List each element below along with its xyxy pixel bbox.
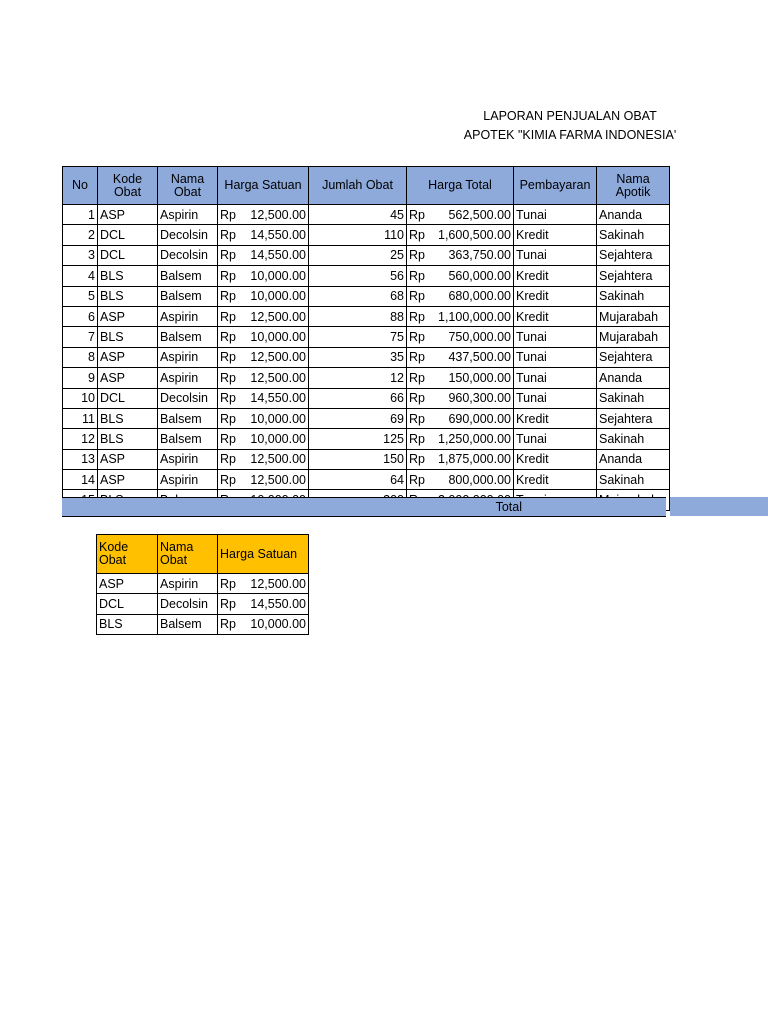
currency-label: Rp — [220, 330, 236, 345]
cell-nama-apotik[interactable]: Sakinah — [597, 429, 670, 449]
table-row — [63, 470, 670, 490]
cell-harga-total[interactable] — [407, 205, 514, 225]
cell-harga-total[interactable] — [407, 449, 514, 469]
cell-nama-obat[interactable]: Decolsin — [158, 388, 218, 408]
amount-value: 800,000.00 — [448, 472, 511, 487]
ref-cell-nama-obat[interactable]: Aspirin — [158, 574, 218, 594]
table-row — [97, 614, 309, 634]
table-row — [63, 205, 670, 225]
table-row — [63, 408, 670, 428]
amount-value: 750,000.00 — [448, 330, 511, 345]
amount-value: 560,000.00 — [448, 268, 511, 283]
currency-label: Rp — [409, 248, 425, 263]
cell-jumlah-obat[interactable]: 88 — [309, 306, 407, 326]
cell-nama-apotik[interactable]: Mujarabah — [597, 327, 670, 347]
cell-nama-obat[interactable]: Balsem — [158, 286, 218, 306]
cell-jumlah-obat[interactable]: 69 — [309, 408, 407, 428]
currency-label: Rp — [409, 431, 425, 446]
cell-harga-total[interactable] — [407, 408, 514, 428]
cell-harga-satuan[interactable] — [218, 266, 309, 286]
currency-label: Rp — [409, 207, 425, 222]
cell-kode-obat[interactable]: ASP — [98, 368, 158, 388]
cell-nama-obat[interactable]: Aspirin — [158, 368, 218, 388]
cell-nama-apotik[interactable]: Sakinah — [597, 225, 670, 245]
cell-pembayaran[interactable]: Kredit — [514, 470, 597, 490]
cell-nama-apotik[interactable]: Ananda — [597, 449, 670, 469]
amount-value: 10,000.00 — [250, 330, 306, 345]
cell-jumlah-obat[interactable]: 35 — [309, 347, 407, 367]
table-row — [63, 306, 670, 326]
cell-harga-satuan[interactable] — [218, 225, 309, 245]
amount-value: 12,500.00 — [250, 207, 306, 222]
cell-kode-obat[interactable]: ASP — [98, 347, 158, 367]
ref-cell-nama-obat[interactable]: Decolsin — [158, 594, 218, 614]
cell-kode-obat[interactable]: BLS — [98, 408, 158, 428]
cell-nama-obat[interactable]: Aspirin — [158, 205, 218, 225]
cell-nama-apotik[interactable]: Sejahtera — [597, 266, 670, 286]
table-row — [97, 594, 309, 614]
cell-jumlah-obat[interactable]: 75 — [309, 327, 407, 347]
cell-harga-satuan[interactable] — [218, 368, 309, 388]
amount-value: 1,100,000.00 — [438, 309, 511, 324]
report-title: LAPORAN PENJUALAN OBAT — [483, 109, 657, 123]
header-no[interactable]: No — [63, 167, 98, 205]
cell-nama-obat[interactable]: Decolsin — [158, 225, 218, 245]
cell-harga-satuan[interactable] — [218, 470, 309, 490]
cell-harga-satuan[interactable] — [218, 388, 309, 408]
cell-harga-total[interactable] — [407, 388, 514, 408]
cell-no[interactable]: 8 — [63, 347, 98, 367]
currency-label: Rp — [409, 472, 425, 487]
cell-no[interactable]: 14 — [63, 470, 98, 490]
header-kode-obat[interactable]: Kode Obat — [98, 167, 158, 205]
currency-label: Rp — [409, 411, 425, 426]
currency-label: Rp — [409, 330, 425, 345]
ref-cell-harga-satuan[interactable] — [218, 614, 309, 634]
currency-label: Rp — [409, 350, 425, 365]
cell-harga-satuan[interactable] — [218, 245, 309, 265]
cell-no[interactable]: 4 — [63, 266, 98, 286]
table-row — [97, 574, 309, 594]
cell-jumlah-obat[interactable]: 25 — [309, 245, 407, 265]
currency-label: Rp — [220, 391, 236, 406]
currency-label: Rp — [409, 228, 425, 243]
cell-harga-total[interactable] — [407, 368, 514, 388]
currency-label: Rp — [220, 289, 236, 304]
currency-label: Rp — [409, 268, 425, 283]
reference-table — [96, 534, 309, 635]
total-row-fill — [670, 497, 768, 516]
cell-pembayaran[interactable]: Kredit — [514, 408, 597, 428]
header-harga-satuan[interactable]: Harga Satuan — [218, 167, 309, 205]
ref-cell-harga-satuan[interactable] — [218, 574, 309, 594]
cell-harga-total[interactable] — [407, 327, 514, 347]
amount-value: 14,550.00 — [250, 248, 306, 263]
cell-no[interactable]: 12 — [63, 429, 98, 449]
cell-kode-obat[interactable]: DCL — [98, 388, 158, 408]
amount-value: 10,000.00 — [250, 289, 306, 304]
cell-jumlah-obat[interactable]: 12 — [309, 368, 407, 388]
currency-label: Rp — [220, 207, 236, 222]
table-row — [63, 327, 670, 347]
total-row — [62, 497, 666, 517]
cell-jumlah-obat[interactable]: 68 — [309, 286, 407, 306]
cell-pembayaran[interactable]: Kredit — [514, 225, 597, 245]
cell-jumlah-obat[interactable]: 66 — [309, 388, 407, 408]
cell-jumlah-obat[interactable]: 110 — [309, 225, 407, 245]
header-pembayaran[interactable]: Pembayaran — [514, 167, 597, 205]
amount-value: 363,750.00 — [448, 248, 511, 263]
cell-harga-total[interactable] — [407, 429, 514, 449]
cell-kode-obat[interactable]: DCL — [98, 225, 158, 245]
cell-no[interactable]: 1 — [63, 205, 98, 225]
currency-label: Rp — [409, 391, 425, 406]
cell-pembayaran[interactable]: Tunai — [514, 245, 597, 265]
cell-nama-apotik[interactable]: Sakinah — [597, 286, 670, 306]
cell-nama-apotik[interactable]: Mujarabah — [597, 306, 670, 326]
cell-kode-obat[interactable]: ASP — [98, 449, 158, 469]
sales-table — [62, 166, 670, 511]
cell-pembayaran[interactable]: Kredit — [514, 266, 597, 286]
cell-nama-obat[interactable]: Balsem — [158, 429, 218, 449]
amount-value: 690,000.00 — [448, 411, 511, 426]
amount-value: 14,550.00 — [250, 228, 306, 243]
currency-label: Rp — [409, 289, 425, 304]
cell-nama-apotik[interactable]: Ananda — [597, 205, 670, 225]
currency-label: Rp — [220, 248, 236, 263]
amount-value: 12,500.00 — [250, 472, 306, 487]
amount-value: 12,500.00 — [250, 350, 306, 365]
cell-harga-satuan[interactable] — [218, 408, 309, 428]
currency-label: Rp — [220, 350, 236, 365]
cell-nama-apotik[interactable]: Sakinah — [597, 388, 670, 408]
cell-harga-total[interactable] — [407, 306, 514, 326]
cell-jumlah-obat[interactable]: 125 — [309, 429, 407, 449]
total-label-cell[interactable] — [62, 498, 666, 517]
cell-pembayaran[interactable]: Tunai — [514, 429, 597, 449]
ref-header-kode-obat[interactable]: Kode Obat — [97, 535, 158, 574]
table-row — [63, 245, 670, 265]
currency-label: Rp — [220, 576, 236, 591]
cell-nama-obat[interactable]: Balsem — [158, 266, 218, 286]
cell-nama-apotik[interactable]: Sejahtera — [597, 245, 670, 265]
cell-harga-satuan[interactable] — [218, 327, 309, 347]
cell-pembayaran[interactable]: Tunai — [514, 205, 597, 225]
header-jumlah-obat[interactable]: Jumlah Obat — [309, 167, 407, 205]
cell-pembayaran[interactable]: Tunai — [514, 327, 597, 347]
currency-label: Rp — [220, 411, 236, 426]
amount-value: 562,500.00 — [448, 207, 511, 222]
cell-pembayaran[interactable]: Tunai — [514, 388, 597, 408]
currency-label: Rp — [409, 452, 425, 467]
cell-no[interactable]: 9 — [63, 368, 98, 388]
cell-harga-total[interactable] — [407, 470, 514, 490]
table-row — [63, 449, 670, 469]
cell-nama-obat[interactable]: Aspirin — [158, 306, 218, 326]
cell-no[interactable]: 3 — [63, 245, 98, 265]
cell-harga-satuan[interactable] — [218, 429, 309, 449]
header-nama-obat[interactable]: Nama Obat — [158, 167, 218, 205]
currency-label: Rp — [220, 617, 236, 632]
reference-table-header — [97, 535, 309, 574]
cell-no[interactable]: 6 — [63, 306, 98, 326]
sales-table-header — [63, 167, 670, 205]
amount-value: 1,875,000.00 — [438, 452, 511, 467]
cell-harga-satuan[interactable] — [218, 286, 309, 306]
currency-label: Rp — [220, 309, 236, 324]
cell-pembayaran[interactable]: Tunai — [514, 347, 597, 367]
cell-nama-apotik[interactable]: Sejahtera — [597, 408, 670, 428]
amount-value: 1,600,500.00 — [438, 228, 511, 243]
cell-no[interactable]: 2 — [63, 225, 98, 245]
amount-value: 10,000.00 — [250, 268, 306, 283]
cell-nama-obat[interactable]: Aspirin — [158, 347, 218, 367]
cell-no[interactable]: 5 — [63, 286, 98, 306]
cell-harga-satuan[interactable] — [218, 347, 309, 367]
amount-value: 12,500.00 — [250, 309, 306, 324]
cell-kode-obat[interactable]: BLS — [98, 327, 158, 347]
table-row — [63, 368, 670, 388]
cell-harga-total[interactable] — [407, 225, 514, 245]
cell-nama-obat[interactable]: Decolsin — [158, 245, 218, 265]
amount-value: 150,000.00 — [448, 370, 511, 385]
currency-label: Rp — [220, 472, 236, 487]
cell-jumlah-obat[interactable]: 64 — [309, 470, 407, 490]
total-label: Total — [495, 500, 522, 514]
cell-no[interactable]: 10 — [63, 388, 98, 408]
amount-value: 10,000.00 — [250, 617, 306, 632]
cell-jumlah-obat[interactable]: 150 — [309, 449, 407, 469]
cell-pembayaran[interactable]: Kredit — [514, 286, 597, 306]
cell-nama-apotik[interactable]: Sakinah — [597, 470, 670, 490]
cell-harga-total[interactable] — [407, 286, 514, 306]
amount-value: 14,550.00 — [250, 597, 306, 612]
amount-value: 680,000.00 — [448, 289, 511, 304]
cell-no[interactable]: 7 — [63, 327, 98, 347]
cell-nama-apotik[interactable]: Ananda — [597, 368, 670, 388]
table-row — [63, 347, 670, 367]
ref-cell-nama-obat[interactable]: Balsem — [158, 614, 218, 634]
ref-header-harga-satuan[interactable]: Harga Satuan — [218, 535, 309, 574]
header-harga-total[interactable]: Harga Total — [407, 167, 514, 205]
ref-cell-kode-obat[interactable]: ASP — [97, 574, 158, 594]
amount-value: 960,300.00 — [448, 391, 511, 406]
table-row — [63, 286, 670, 306]
cell-harga-satuan[interactable] — [218, 449, 309, 469]
cell-jumlah-obat[interactable]: 45 — [309, 205, 407, 225]
table-row — [63, 225, 670, 245]
cell-kode-obat[interactable]: BLS — [98, 286, 158, 306]
header-nama-apotik[interactable]: Nama Apotik — [597, 167, 670, 205]
currency-label: Rp — [220, 268, 236, 283]
amount-value: 14,550.00 — [250, 391, 306, 406]
currency-label: Rp — [409, 309, 425, 324]
table-row — [63, 266, 670, 286]
cell-pembayaran[interactable]: Tunai — [514, 368, 597, 388]
cell-harga-satuan[interactable] — [218, 306, 309, 326]
cell-kode-obat[interactable]: BLS — [98, 429, 158, 449]
cell-kode-obat[interactable]: ASP — [98, 306, 158, 326]
cell-nama-obat[interactable]: Aspirin — [158, 449, 218, 469]
cell-pembayaran[interactable]: Kredit — [514, 306, 597, 326]
cell-kode-obat[interactable]: BLS — [98, 266, 158, 286]
currency-label: Rp — [220, 452, 236, 467]
currency-label: Rp — [220, 431, 236, 446]
amount-value: 437,500.00 — [448, 350, 511, 365]
amount-value: 12,500.00 — [250, 452, 306, 467]
currency-label: Rp — [220, 597, 236, 612]
ref-cell-kode-obat[interactable]: BLS — [97, 614, 158, 634]
cell-nama-obat[interactable]: Aspirin — [158, 470, 218, 490]
ref-header-nama-obat[interactable]: Nama Obat — [158, 535, 218, 574]
amount-value: 12,500.00 — [250, 576, 306, 591]
cell-no[interactable]: 13 — [63, 449, 98, 469]
cell-harga-satuan[interactable] — [218, 205, 309, 225]
cell-pembayaran[interactable]: Kredit — [514, 449, 597, 469]
report-subtitle: APOTEK "KIMIA FARMA INDONESIA' — [463, 128, 677, 142]
amount-value: 1,250,000.00 — [438, 431, 511, 446]
cell-harga-total[interactable] — [407, 266, 514, 286]
cell-harga-total[interactable] — [407, 245, 514, 265]
table-row — [63, 388, 670, 408]
cell-nama-apotik[interactable]: Sejahtera — [597, 347, 670, 367]
cell-no[interactable]: 11 — [63, 408, 98, 428]
cell-kode-obat[interactable]: DCL — [98, 245, 158, 265]
cell-nama-obat[interactable]: Balsem — [158, 408, 218, 428]
amount-value: 12,500.00 — [250, 370, 306, 385]
ref-cell-kode-obat[interactable]: DCL — [97, 594, 158, 614]
cell-kode-obat[interactable]: ASP — [98, 470, 158, 490]
currency-label: Rp — [220, 228, 236, 243]
cell-harga-total[interactable] — [407, 347, 514, 367]
currency-label: Rp — [220, 370, 236, 385]
cell-jumlah-obat[interactable]: 56 — [309, 266, 407, 286]
cell-kode-obat[interactable]: ASP — [98, 205, 158, 225]
amount-value: 10,000.00 — [250, 411, 306, 426]
currency-label: Rp — [409, 370, 425, 385]
table-row — [63, 429, 670, 449]
amount-value: 10,000.00 — [250, 431, 306, 446]
cell-nama-obat[interactable]: Balsem — [158, 327, 218, 347]
ref-cell-harga-satuan[interactable] — [218, 594, 309, 614]
